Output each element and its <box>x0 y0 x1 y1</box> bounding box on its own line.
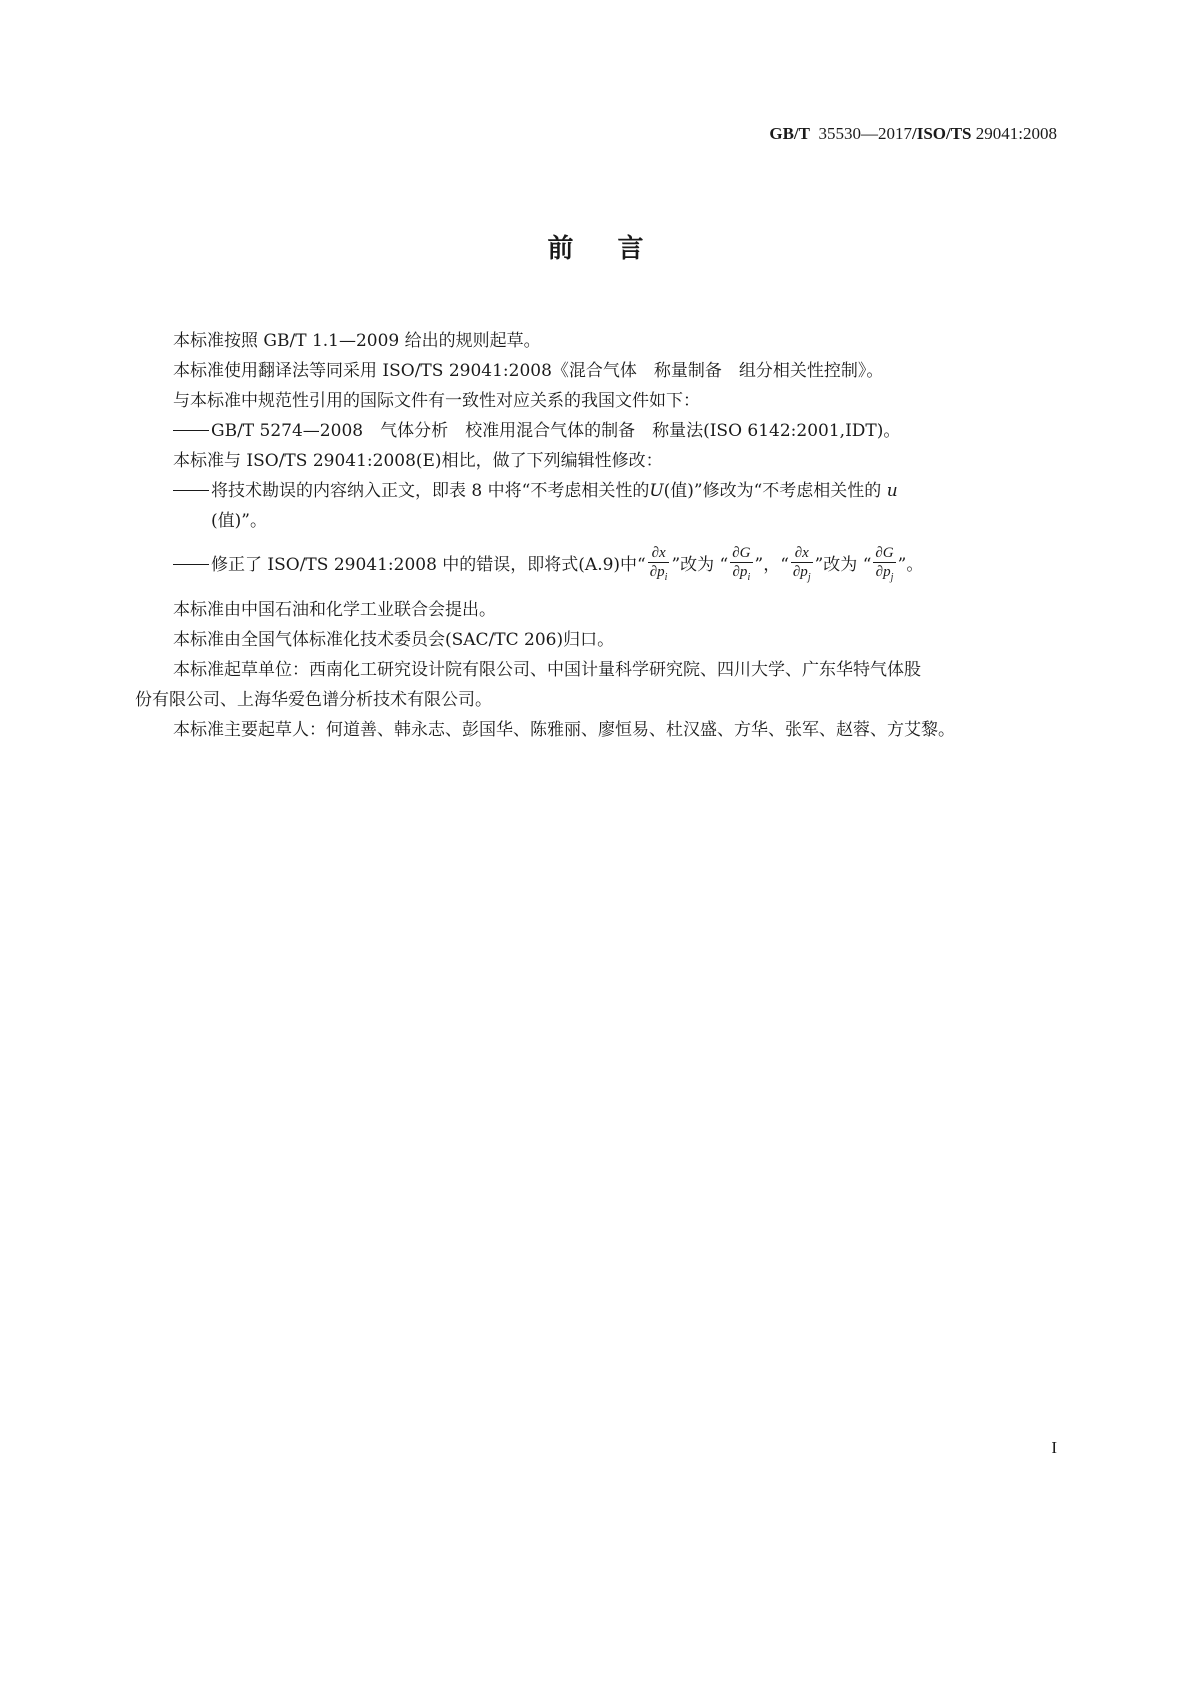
paragraph-proposed-by: 本标准由中国石油和化学工业联合会提出。 <box>173 600 496 620</box>
paragraph-references-intro: 与本标准中规范性引用的国际文件有一致性对应关系的我国文件如下： <box>173 391 700 411</box>
page-title: 前言 <box>547 234 688 264</box>
iso-number: 29041:2008 <box>975 124 1057 143</box>
formula-text-d: ”改为 “ <box>814 555 872 575</box>
paragraph-drafting-rules: 本标准按照 GB/T 1.1—2009 给出的规则起草。 <box>173 331 541 351</box>
foreword-body <box>135 326 1058 745</box>
formula-text-c: ”，“ <box>754 555 789 575</box>
fraction-denominator: $\partial p_i$ <box>732 564 751 583</box>
iso-code: ISO/TS <box>916 124 972 143</box>
fraction-denominator: $\partial p_i$ <box>649 564 668 583</box>
fraction-denominator: $\partial p_j$ <box>875 564 894 583</box>
fraction-denominator: $\partial p_j$ <box>792 564 811 583</box>
standard-code: GB/T <box>769 124 810 143</box>
symbol-U: U <box>649 481 664 501</box>
code-separator: / <box>911 124 917 143</box>
list-item-technical-corrigendum <box>173 476 1058 536</box>
list-item-reference <box>173 416 1058 446</box>
corrigendum-text-a: 将技术勘误的内容纳入正文，即表 8 中将“不考虑相关性的 <box>211 481 650 501</box>
list-item-formula-correction <box>173 544 1058 587</box>
fraction-numerator: ∂G <box>732 545 751 561</box>
document-code-header <box>769 124 1057 144</box>
corrigendum-continuation: (值)”。 <box>211 511 267 531</box>
paragraph-drafters: 本标准主要起草人：何道善、韩永志、彭国华、陈雅丽、廖恒易、杜汉盛、方华、张军、赵蓉、方艾黎。 <box>173 720 955 740</box>
formula-text-b: ”改为 “ <box>671 555 729 575</box>
paragraph-drafting-units: 本标准起草单位：西南化工研究设计院有限公司、中国计量科学研究院、四川大学、广东华特气体股 <box>173 660 921 680</box>
paragraph-modifications-intro: 本标准与 ISO/TS 29041:2008(E)相比，做了下列编辑性修改： <box>173 451 663 471</box>
dash-bullet <box>173 490 209 491</box>
paragraph-drafting-units-cont: 份有限公司、上海华爱色谱分析技术有限公司。 <box>135 690 492 710</box>
formula-text-a: 修正了 ISO/TS 29041:2008 中的错误，即将式(A.9)中“ <box>211 555 646 575</box>
dash-bullet <box>173 430 209 431</box>
fraction-numerator: ∂G <box>875 545 894 561</box>
fraction-numerator: ∂x <box>648 544 670 563</box>
symbol-u: u <box>886 481 898 501</box>
corrigendum-text-b: (值)”修改为“不考虑相关性的 <box>663 481 882 501</box>
paragraph-administered-by: 本标准由全国气体标准化技术委员会(SAC/TC 206)归口。 <box>173 630 615 650</box>
formula-text-e: ”。 <box>897 555 924 575</box>
fraction-dG-dpi <box>730 544 752 587</box>
page-number: I <box>1051 1438 1057 1457</box>
dash-bullet <box>173 564 209 565</box>
paragraph-adoption: 本标准使用翻译法等同采用 ISO/TS 29041:2008《混合气体 称量制备 组分相关性控制》。 <box>173 361 884 381</box>
fraction-dx-dpi <box>648 544 670 587</box>
fraction-dx-dpj <box>791 544 813 587</box>
fraction-dG-dpj <box>873 544 895 587</box>
standard-number: 35530—2017 <box>818 124 912 143</box>
reference-text: GB/T 5274—2008 气体分析 校准用混合气体的制备 称量法(ISO 6142:2001,IDT)。 <box>211 421 901 441</box>
fraction-numerator: ∂x <box>791 544 813 563</box>
